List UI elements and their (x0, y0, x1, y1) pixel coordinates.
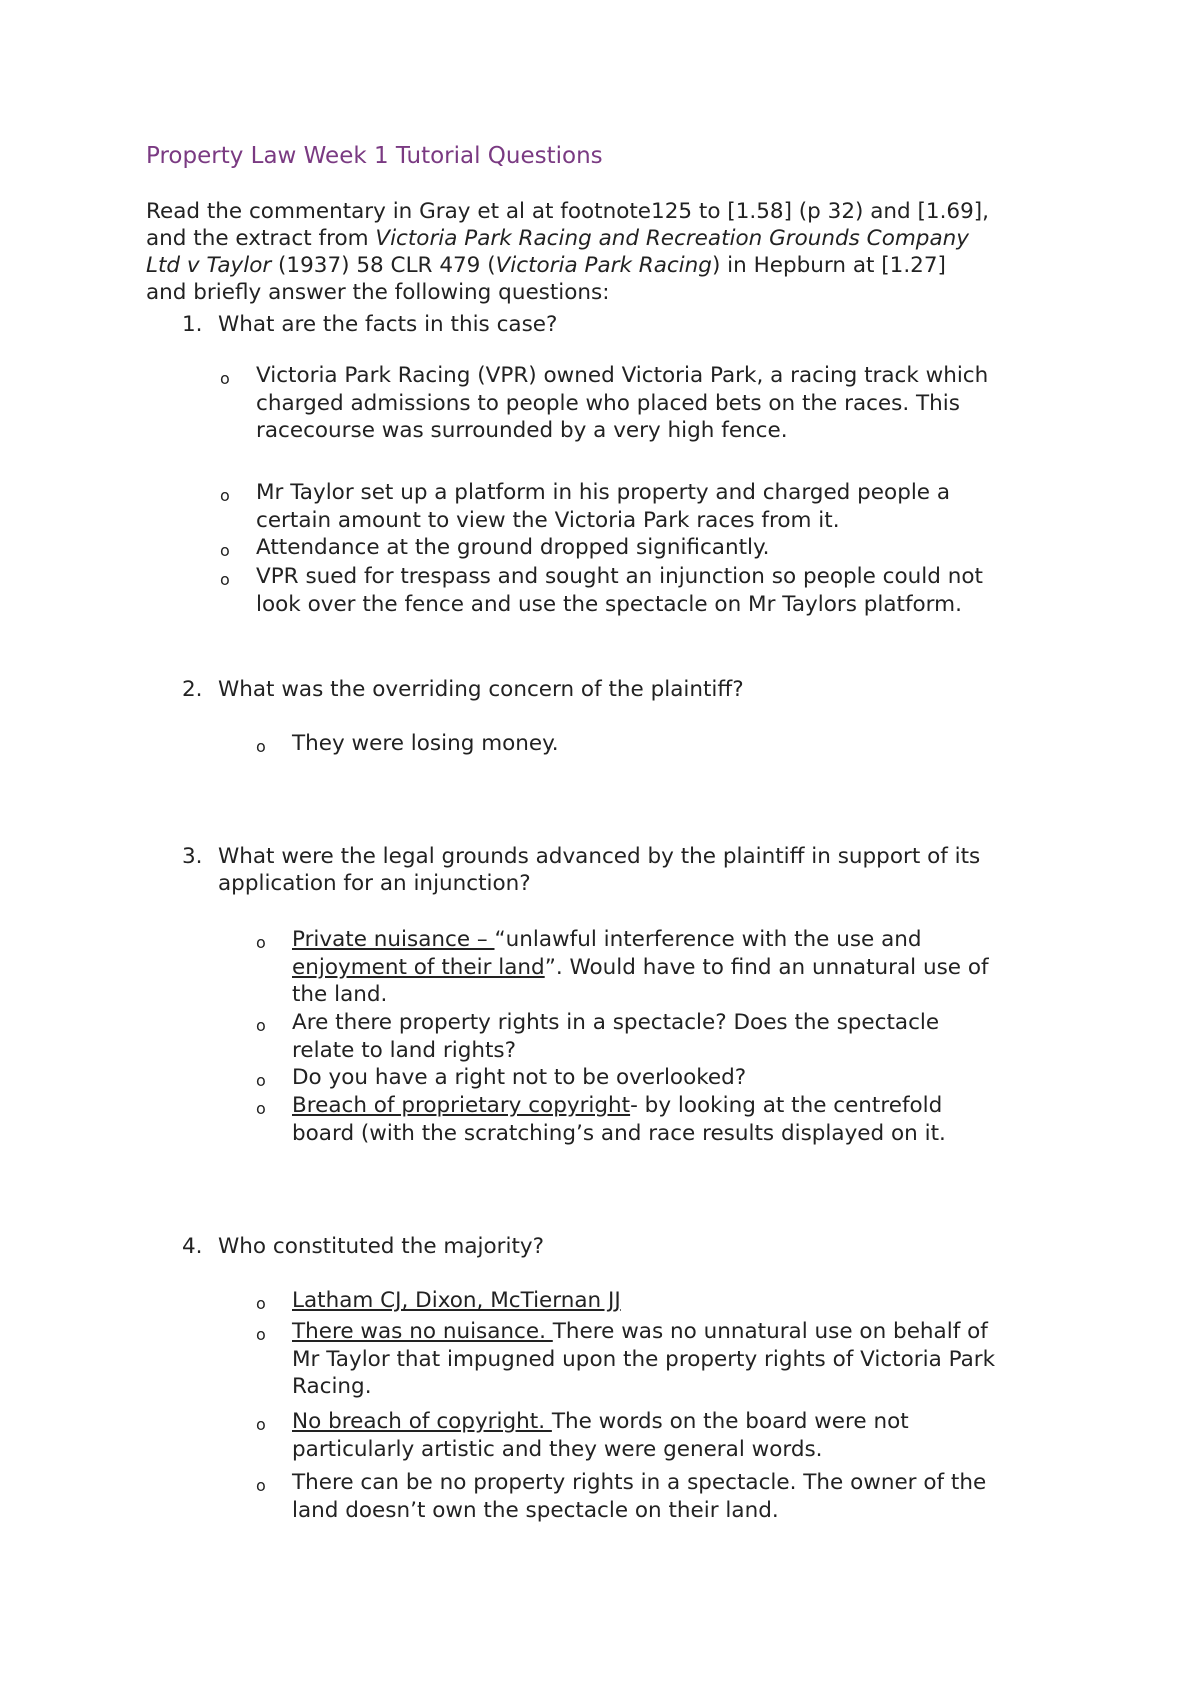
answer-line: VPR sued for trespass and sought an injunction so people could not (256, 564, 983, 589)
bullet-icon: o (220, 486, 230, 505)
answer-text: “unlawful interference with the use and (494, 927, 922, 952)
question-line (182, 676, 744, 703)
question-1 (182, 311, 557, 338)
answer-line (292, 926, 989, 954)
intro-paragraph (146, 198, 1086, 306)
answer-line: relate to land rights? (292, 1037, 517, 1063)
answer-item (256, 1092, 946, 1147)
question-text: What was the overriding concern of the plaintiff? (218, 677, 744, 702)
answer-line: board (with the scratching’s and race results displayed on it. (292, 1120, 946, 1146)
question-4 (182, 1233, 544, 1260)
question-line: application for an injunction? (218, 871, 531, 896)
page-title: Property Law Week 1 Tutorial Questions (146, 143, 603, 169)
answer-item (256, 1469, 987, 1524)
answer-line: Victoria Park Racing (VPR) owned Victoria Park, a racing track which (256, 363, 989, 388)
answer-item (256, 1408, 909, 1463)
intro-line (146, 225, 1086, 252)
answer-heading: Private nuisance – (292, 927, 495, 952)
intro-line (146, 252, 1086, 279)
question-number: 4. (182, 1234, 203, 1259)
intro-text: and the extract from (146, 226, 376, 251)
answer-heading: There was no nuisance. (292, 1319, 553, 1344)
question-3 (182, 843, 980, 897)
answer-line: charged admissions to people who placed bets on the races. This (256, 390, 960, 416)
question-number: 3. (182, 844, 203, 869)
question-text: Who constituted the majority? (218, 1234, 545, 1259)
bullet-icon: o (220, 541, 230, 560)
answer-text: There was no unnatural use on behalf of (552, 1319, 988, 1344)
answer-line: the land. (292, 982, 388, 1007)
answer-line: Mr Taylor that impugned upon the property rights of Victoria Park (292, 1346, 996, 1372)
question-number: 2. (182, 677, 203, 702)
answer-item (256, 926, 989, 1009)
bullet-icon: o (256, 737, 266, 756)
bullet-icon: o (220, 369, 230, 388)
question-number: 1. (182, 312, 203, 337)
answer-line (292, 954, 989, 982)
answer-line: There can be no property rights in a spectacle. The owner of the (292, 1470, 987, 1495)
case-name: Victoria Park Racing and Recreation Grounds Company (375, 226, 969, 251)
answer-text: - by looking at the centrefold (630, 1093, 943, 1118)
answer-heading: No breach of copyright. (292, 1409, 552, 1434)
answer-item (220, 563, 983, 618)
answer-item (220, 479, 951, 534)
intro-text: ) in Hepburn at [1.27] (711, 253, 946, 278)
question-text: What are the facts in this case? (218, 312, 558, 337)
answer-item (256, 1064, 747, 1092)
answer-heading: Breach of proprietary copyright (292, 1093, 631, 1118)
bullet-icon: o (256, 1476, 266, 1495)
answer-line: racecourse was surrounded by a very high fence. (256, 418, 788, 443)
intro-line: Read the commentary in Gray et al at footnote125 to [1.58] (p 32) and [1.69], (146, 199, 990, 224)
answer-line: particularly artistic and they were general words. (292, 1436, 823, 1462)
answer-line: Do you have a right not to be overlooked? (292, 1065, 747, 1090)
answer-text: ”. Would have to find an unnatural use of (544, 954, 989, 980)
bullet-icon: o (256, 1099, 266, 1118)
answer-line (292, 1318, 995, 1346)
case-name: Ltd v Taylor (146, 253, 272, 278)
answer-line: They were losing money. (292, 731, 559, 756)
bullet-icon: o (256, 1415, 266, 1434)
bullet-icon: o (256, 1071, 266, 1090)
bullet-icon: o (220, 570, 230, 589)
bullet-icon: o (256, 1294, 266, 1313)
answer-line (292, 1092, 946, 1120)
answer-line (292, 1408, 909, 1436)
answer-item (220, 362, 989, 445)
answer-heading: Latham CJ, Dixon, McTiernan JJ (292, 1288, 621, 1313)
answer-item (256, 1287, 621, 1315)
question-line (182, 843, 980, 870)
answer-item (256, 730, 559, 758)
answer-item (220, 534, 770, 562)
question-line (182, 1233, 544, 1260)
answer-line: Are there property rights in a spectacle? Does the spectacle (292, 1010, 940, 1035)
bullet-icon: o (256, 1016, 266, 1035)
answer-text: The words on the board were not (551, 1409, 909, 1434)
intro-text: (1937) 58 CLR 479 ( (271, 253, 496, 278)
case-short-name: Victoria Park Racing (495, 253, 712, 278)
answer-line: Attendance at the ground dropped significantly. (256, 535, 770, 560)
question-line (182, 311, 557, 338)
answer-line: look over the fence and use the spectacle on Mr Taylors platform. (256, 591, 962, 617)
answer-item (256, 1318, 996, 1401)
bullet-icon: o (256, 933, 266, 952)
bullet-icon: o (256, 1325, 266, 1344)
answer-line: Racing. (292, 1374, 372, 1399)
answer-line: certain amount to view the Victoria Park races from it. (256, 507, 840, 533)
question-text: What were the legal grounds advanced by the plaintiff in support of its (218, 844, 981, 869)
question-2 (182, 676, 744, 703)
answer-item (256, 1009, 940, 1064)
intro-line: and briefly answer the following questions: (146, 280, 610, 305)
answer-heading: enjoyment of their land (292, 954, 545, 980)
answer-line: land doesn’t own the spectacle on their land. (292, 1497, 779, 1523)
answer-line: Mr Taylor set up a platform in his property and charged people a (256, 480, 951, 505)
